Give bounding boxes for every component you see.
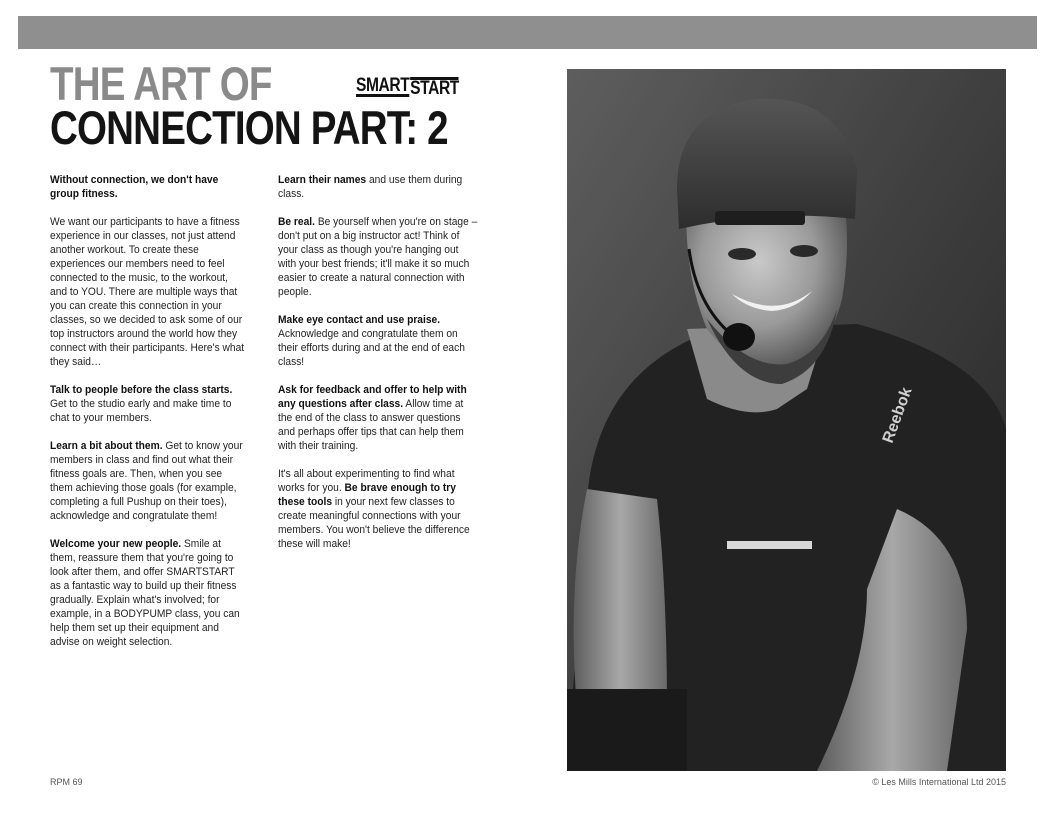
intro-heading bbox=[50, 173, 247, 201]
tip-body: Get to the studio early and make time to chat to your members. bbox=[50, 398, 232, 424]
tip-body: Acknowledge and congratulate them on their efforts during and at the end of each class! bbox=[278, 328, 465, 368]
logo-smart-text: SMART bbox=[356, 75, 410, 96]
tip-heading: Ask for feedback and offer to help with any questions after class. bbox=[278, 384, 467, 410]
tip-paragraph bbox=[50, 439, 247, 523]
tip-body: Be yourself when you're on stage – don't put on a big instructor act! Think of your class as though you're hanging out with your best friends; it'll make it so much easier to create a natural connection with people. bbox=[278, 216, 478, 298]
text-column-1 bbox=[50, 173, 262, 663]
intro-bold: Without connection, we don't have group fitness. bbox=[50, 174, 219, 200]
tip-heading: Talk to people before the class starts. bbox=[50, 384, 233, 396]
footer-release-label: RPM 69 bbox=[50, 777, 83, 787]
instructor-illustration bbox=[567, 69, 1006, 771]
tip-heading: Welcome your new people. bbox=[50, 538, 182, 550]
tip-heading: Learn their names bbox=[278, 174, 367, 186]
closing-bold: Be brave enough to try these tools bbox=[278, 482, 456, 508]
shirt-logo-text: Reebok bbox=[879, 385, 916, 446]
closing-text-b: in your next few classes to create meaningful connections with your members. You won't believe the difference these will make! bbox=[278, 496, 470, 550]
tip-body: Allow time at the end of the class to answer questions and perhaps offer tips that can help them with their training. bbox=[278, 398, 464, 452]
tip-body: Get to know your members in class and find out what their fitness goals are. Then, when you see them achieving those goals (for example, completing a full Pushup on their toes), acknowledge and congratulate them! bbox=[50, 440, 243, 522]
intro-paragraph: We want our participants to have a fitness experience in our classes, not just attend another workout. To create these experiences our members need to feel connected to the music, to the workout, and to YOU. There are multiple ways that you can create this connection in your classes, so we decided to ask some of our top instructors around the world how they connect with their participants. Here's what they said… bbox=[50, 216, 245, 368]
logo-start-text: START bbox=[410, 78, 459, 99]
tip-paragraph bbox=[278, 313, 478, 369]
tip-paragraph bbox=[50, 383, 247, 425]
closing-text-a: It's all about experimenting to find what works for you. bbox=[278, 468, 455, 494]
header-band bbox=[18, 16, 1037, 49]
tip-heading: Learn a bit about them. bbox=[50, 440, 163, 452]
title-line-2: CONNECTION PART: 2 bbox=[50, 101, 448, 154]
tip-heading: Be real. bbox=[278, 216, 315, 228]
footer-copyright: © Les Mills International Ltd 2015 bbox=[872, 777, 1006, 787]
tip-heading: Make eye contact and use praise. bbox=[278, 314, 441, 326]
tip-paragraph bbox=[278, 215, 478, 299]
closing-paragraph bbox=[278, 467, 478, 551]
tip-body: and use them during class. bbox=[278, 174, 463, 200]
instructor-photo bbox=[567, 69, 1006, 771]
text-column-2 bbox=[278, 173, 493, 565]
title-line-1: THE ART OF bbox=[50, 57, 272, 110]
tip-paragraph bbox=[278, 383, 478, 453]
tip-paragraph bbox=[50, 537, 247, 649]
tip-paragraph bbox=[278, 173, 478, 201]
tip-body: Smile at them, reassure them that you're going to look after them, and offer SMARTSTART as a fantastic way to build up their fitness gradually. Explain what's involved; for example, in a BODYPUMP class, you can help them set up their equipment and advise on weight selection. bbox=[50, 538, 240, 648]
smartstart-logo bbox=[356, 75, 459, 97]
